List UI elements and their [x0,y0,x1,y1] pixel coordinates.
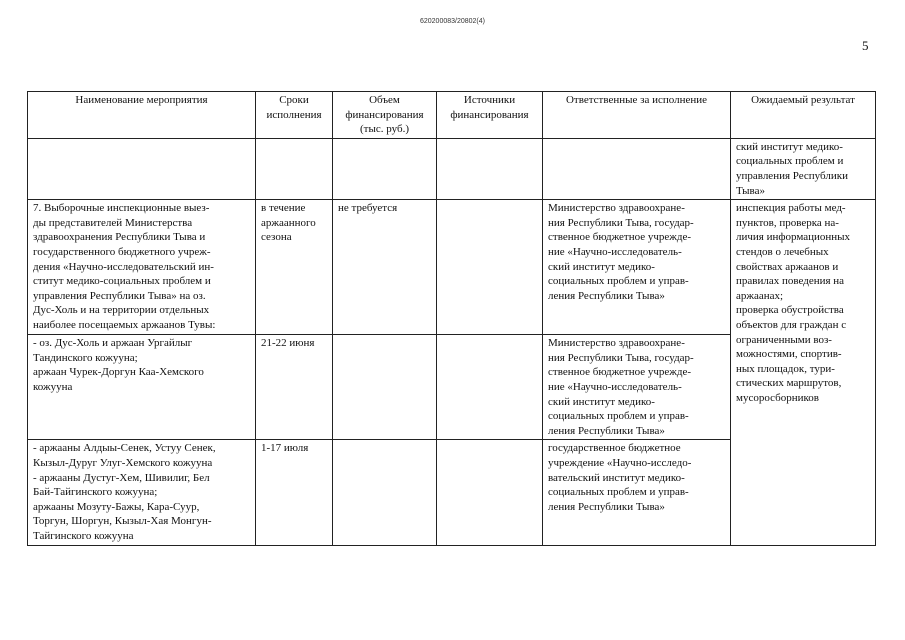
cell-source [437,200,543,335]
cell-name: - аржааны Алдыы-Сенек, Устуу Сенек, Кызыл-Дуруг Улуг-Хемского кожууна - аржааны Дустуг-Хем, Шивилиг, Бел Бай-Тайгинского кожууна; аржааны Мозуту-Бажы, Кара-Суур, Торгун, Шоргун, Кызыл-Хая Монгун- Тайгинского кожууна [28,440,256,546]
header-responsible: Ответственные за исполнение [543,92,731,139]
header-funding-volume: Объем финансирования (тыс. руб.) [333,92,437,139]
header-activity-name: Наименование мероприятия [28,92,256,139]
cell-responsible: Министерство здравоохране- ния Республики Тыва, государ- ственное бюджетное учрежде- ние «Научно-исследователь- ский институт медико- социальных проблем и управ- ления Республики Тыва» [543,335,731,440]
cell-term: 21-22 июня [256,335,333,440]
cell-source [437,138,543,199]
activities-table [27,91,876,546]
cell-source [437,335,543,440]
header-expected-result: Ожидаемый результат [731,92,876,139]
cell-term: в течение аржаанного сезона [256,200,333,335]
document-id: 620200083/20802(4) [419,18,485,25]
cell-funding [333,440,437,546]
table-header-row [28,92,876,139]
cell-name: 7. Выборочные инспекционные выез- ды представителей Министерства здравоохранения Республики Тыва и государственного бюджетного учреж- дения «Научно-исследовательский ин- ститут медико-социальных проблем и управления Республики Тыва» на оз. Дус-Холь и на территории отдельных наиболее посещаемых аржаанов Тувы: [28,200,256,335]
cell-responsible: государственное бюджетное учреждение «Научно-исследо- вательский институт медико- социальных проблем и управ- ления Республики Тыва» [543,440,731,546]
header-terms: Сроки исполнения [256,92,333,139]
cell-responsible [543,138,731,199]
cell-responsible: Министерство здравоохране- ния Республики Тыва, государ- ственное бюджетное учрежде- ние «Научно-исследователь- ский институт медико- социальных проблем и управ- ления Республики Тыва» [543,200,731,335]
cell-funding: не требуется [333,200,437,335]
page-number: 5 [862,38,869,53]
cell-term [256,138,333,199]
cell-term: 1-17 июля [256,440,333,546]
cell-name: - оз. Дус-Холь и аржаан Ургайлыг Тандинского кожууна; аржаан Чурек-Доргун Каа-Хемского кожууна [28,335,256,440]
table-row-item-7 [28,200,876,335]
table-row-continuation [28,138,876,199]
cell-result: ский институт медико- социальных проблем и управления Республики Тыва» [731,138,876,199]
cell-funding [333,138,437,199]
header-funding-sources: Источники финансирования [437,92,543,139]
cell-name [28,138,256,199]
cell-result: инспекция работы мед- пунктов, проверка на- личия информационных стендов о лечебных свойствах аржаанов и правилах поведения на аржаанах; проверка обустройства объектов для граждан с ограниченными воз- можностями, спортив- ных площадок, тури- стических маршрутов, мусоросборников [731,200,876,546]
cell-funding [333,335,437,440]
cell-source [437,440,543,546]
